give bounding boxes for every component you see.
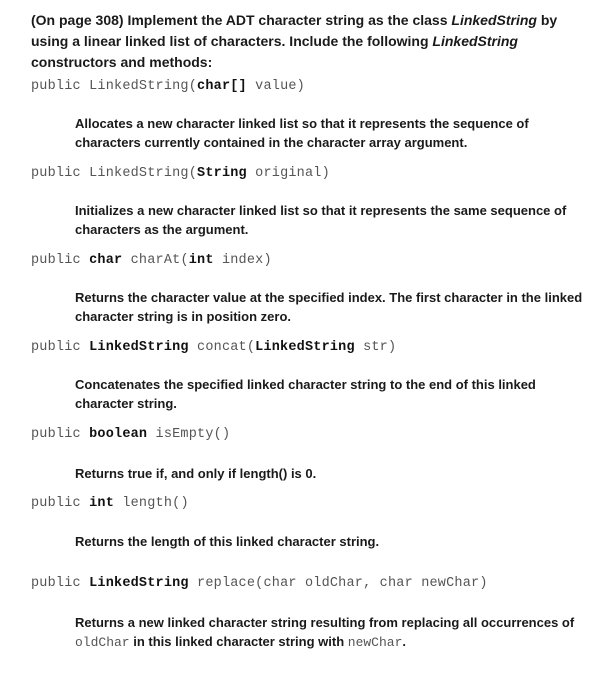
class-name: LinkedString	[432, 33, 518, 49]
method-description: Returns a new linked character string resulting from replacing all occurrences of oldChar in this linked character string with newChar.	[75, 615, 575, 650]
method-description: Returns the length of this linked character string.	[75, 534, 380, 549]
class-name: LinkedString	[451, 12, 537, 28]
method-signature-charat: public char charAt(int index)	[31, 253, 272, 268]
code-oldchar: oldChar	[75, 635, 130, 650]
method-signature-isempty: public boolean isEmpty()	[31, 427, 231, 442]
method-description: Concatenates the specified linked character string to the end of this linked character string.	[75, 377, 536, 411]
method-signature-length: public int length()	[31, 496, 189, 511]
method-description: Returns the character value at the specified index. The first character in the linked character string is in position zero.	[75, 290, 583, 324]
method-description: Allocates a new character linked list so that it represents the sequence of characters currently contained in the character array argument.	[75, 116, 529, 150]
method-description: Initializes a new character linked list so that it represents the same sequence of characters as the argument.	[75, 203, 567, 237]
method-description: Returns true if, and only if length() is 0.	[75, 466, 317, 481]
method-signature-constructor-string: public LinkedString(String original)	[31, 166, 330, 181]
method-signature-constructor-char-array: public LinkedString(char[] value)	[31, 79, 305, 94]
code-newchar: newChar	[347, 635, 403, 650]
intro-paragraph: (On page 308) Implement the ADT character string as the class LinkedString by using a linear linked list of characters. Include the following LinkedString constructors and methods:	[31, 12, 558, 70]
method-signature-concat: public LinkedString concat(LinkedString str)	[31, 340, 397, 355]
method-signature-replace: public LinkedString replace(char oldChar, char newChar)	[31, 576, 488, 591]
